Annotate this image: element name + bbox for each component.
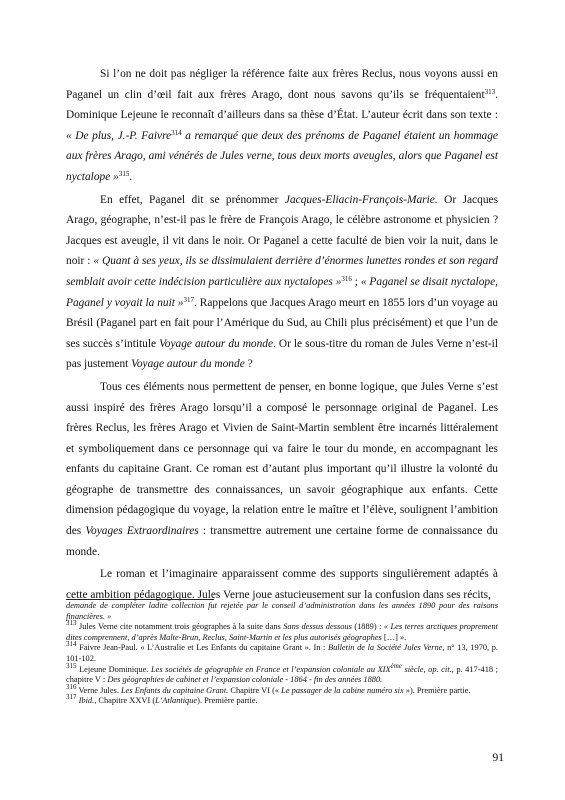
page-number: 91 bbox=[492, 752, 504, 764]
book-title: Voyage autour du monde bbox=[131, 358, 245, 371]
text: ). Première partie. bbox=[197, 696, 258, 706]
abbreviation: Ibid. bbox=[78, 696, 95, 706]
footnote-ref-315[interactable]: 315 bbox=[118, 169, 130, 178]
chapter-title: Le passager de la cabine numéro six bbox=[281, 685, 404, 695]
book-title: Sans dessus dessous bbox=[283, 622, 352, 632]
superscript: ème bbox=[390, 661, 402, 670]
text: : transmettre autrement une certaine forme de connaissance du monde. bbox=[66, 525, 498, 558]
text: Tous ces éléments nous permettent de penser, en bonne logique, que Jules Verne s’est aussi inspiré des frères Arago lorsqu’il a composé le personnage original de Paganel. Les frères Reclus, les frères Arago et Vivien de Saint-Martin semblent être incarnés littéralement et symboliquement dans ce personnage qui va faire le tour du monde, en accompagnant les enfants du capitaine Grant. Ce roman est d’autant plus important qu’il illustre la volonté du géographe de transmettre des connaissances, un savoir géographique aux enfants. Cette dimension pédagogique du voyage, la relation entre le maître et l’élève, soulignent l’ambition des bbox=[66, 380, 498, 538]
text: , p. 417-418 ; chapitre V : bbox=[66, 664, 498, 685]
text: »). Première partie. bbox=[403, 685, 471, 695]
text: Faivre Jean-Paul. « L’Australie et Les Enfants du capitaine Grant ». In : bbox=[76, 643, 328, 653]
text: Or Jacques Arago, géographe, n’est-il pas le frère de François Arago, le célèbre astronome et physicien ? Jacques est aveugle, il vit dans le noir. Or Paganel a cette faculté de bien voir la nuit, dans le noir : bbox=[66, 193, 498, 268]
paragraph-1 bbox=[66, 64, 498, 188]
book-title: siècle, op. cit. bbox=[401, 664, 452, 674]
text: Si l’on ne doit pas négliger la référence faite aux frères Reclus, nous voyons aussi en Paganel un clin d’œil fait aux frères Arago, dont nous savons qu’ils se fréquentaient bbox=[66, 68, 498, 101]
text: , n° 13, 1970, p. 101-102. bbox=[66, 643, 499, 663]
text: ; bbox=[351, 275, 361, 288]
footnote-314 bbox=[66, 640, 499, 664]
character-full-name: Jacques-Eliacin-François-Marie. bbox=[284, 193, 438, 206]
footnote-ref-314[interactable]: 314 bbox=[171, 128, 182, 137]
footnote-317 bbox=[66, 693, 498, 707]
text: En effet, Paganel dit se prénommer bbox=[100, 193, 285, 206]
text: . Rappelons que Jacques Arago meurt en 1855 lors d’un voyage au Brésil (Paganel part en fait pour l’Amérique du Sud, au Chili plus précisément) et que l’un de ses succès s’intitule bbox=[66, 296, 498, 350]
text: Verne Jules. bbox=[76, 685, 122, 695]
book-title: Voyage autour du monde bbox=[159, 337, 274, 350]
footnote-ref-313[interactable]: 313 bbox=[484, 87, 496, 96]
text: (1889) : bbox=[351, 622, 384, 632]
footnote-number: 315 bbox=[66, 661, 77, 670]
footnote-number: 314 bbox=[66, 640, 77, 649]
footnote-separator bbox=[66, 599, 214, 600]
book-title: Voyages Extraordinaires bbox=[85, 525, 199, 538]
text: Lejeune Dominique. bbox=[76, 664, 151, 674]
text: Jules Verne cite notamment trois géographes à la suite dans bbox=[76, 622, 284, 632]
text: demande de compléter ladite collection fut rejetée par le conseil d’administration dans les années 1890 pour des raisons financières. » bbox=[66, 601, 498, 621]
text: . Dominique Lejeune le reconnaît d’ailleurs dans sa thèse d’État. L’auteur écrit dans son texte : bbox=[66, 88, 498, 122]
text: […] ». bbox=[381, 632, 407, 642]
footnote-316 bbox=[66, 682, 498, 697]
body-text bbox=[66, 64, 498, 607]
journal-title: Bulletin de la Société Jules Verne bbox=[327, 643, 443, 653]
footnote-continuation bbox=[66, 601, 498, 622]
text: Chapitre VI (« bbox=[228, 685, 282, 695]
footnote-ref-317[interactable]: 317 bbox=[183, 295, 194, 304]
quote: « Paganel se disait nyctalope, Paganel y voyait la nuit » bbox=[66, 275, 498, 309]
quote: « De plus, J.-P. Faivre bbox=[66, 129, 172, 142]
footnote-313 bbox=[66, 619, 498, 643]
text: ? bbox=[244, 358, 253, 371]
footnote-number: 317 bbox=[66, 693, 77, 702]
footnotes bbox=[66, 601, 498, 707]
text: . Or le sous-titre du roman de Jules Verne n’est-il pas justement bbox=[66, 337, 498, 371]
footnote-number: 316 bbox=[66, 682, 77, 691]
footnote-315 bbox=[66, 661, 498, 686]
paragraph-2 bbox=[66, 190, 498, 375]
chapter-title: L’Atlantique bbox=[155, 696, 198, 706]
quote: a remarqué que deux des prénoms de Paganel étaient un hommage aux frères Arago, ami vénérés de Jules verne, tous deux morts aveugles, alors que Paganel est nyctalope » bbox=[66, 129, 498, 183]
book-title: Les Enfants du capitaine Grant. bbox=[121, 685, 229, 695]
footnote-number: 313 bbox=[66, 619, 77, 628]
book-title: Les sociétés de géographie en France et l’expansion coloniale au XIX bbox=[150, 664, 391, 674]
text: . bbox=[129, 170, 133, 183]
quote: « Quant à ses yeux, ils se dissimulaient derrière d’énormes lunettes rondes et son regard semblait avoir cette indécision particulière aux nyctalopes » bbox=[66, 255, 498, 288]
text: Le roman et l’imaginaire apparaissent comme des supports singulièrement adaptés à cette ambition pédagogique. Jules Verne joue astucieusement sur la confusion dans ses récits, bbox=[66, 568, 498, 601]
footnote-ref-316[interactable]: 316 bbox=[341, 274, 352, 283]
text: , Chapitre XXVI ( bbox=[94, 696, 156, 706]
quote: « Les terres arctiques proprement dites comprennent, d’après Malte-Brun, Reclus, Saint-Martin et les plus autorisés géographes bbox=[66, 622, 498, 642]
paragraph-3 bbox=[66, 377, 498, 562]
chapter-title: Des géographies de cabinet et l’expansion coloniale - 1864 - fin des années 1880. bbox=[107, 675, 383, 685]
